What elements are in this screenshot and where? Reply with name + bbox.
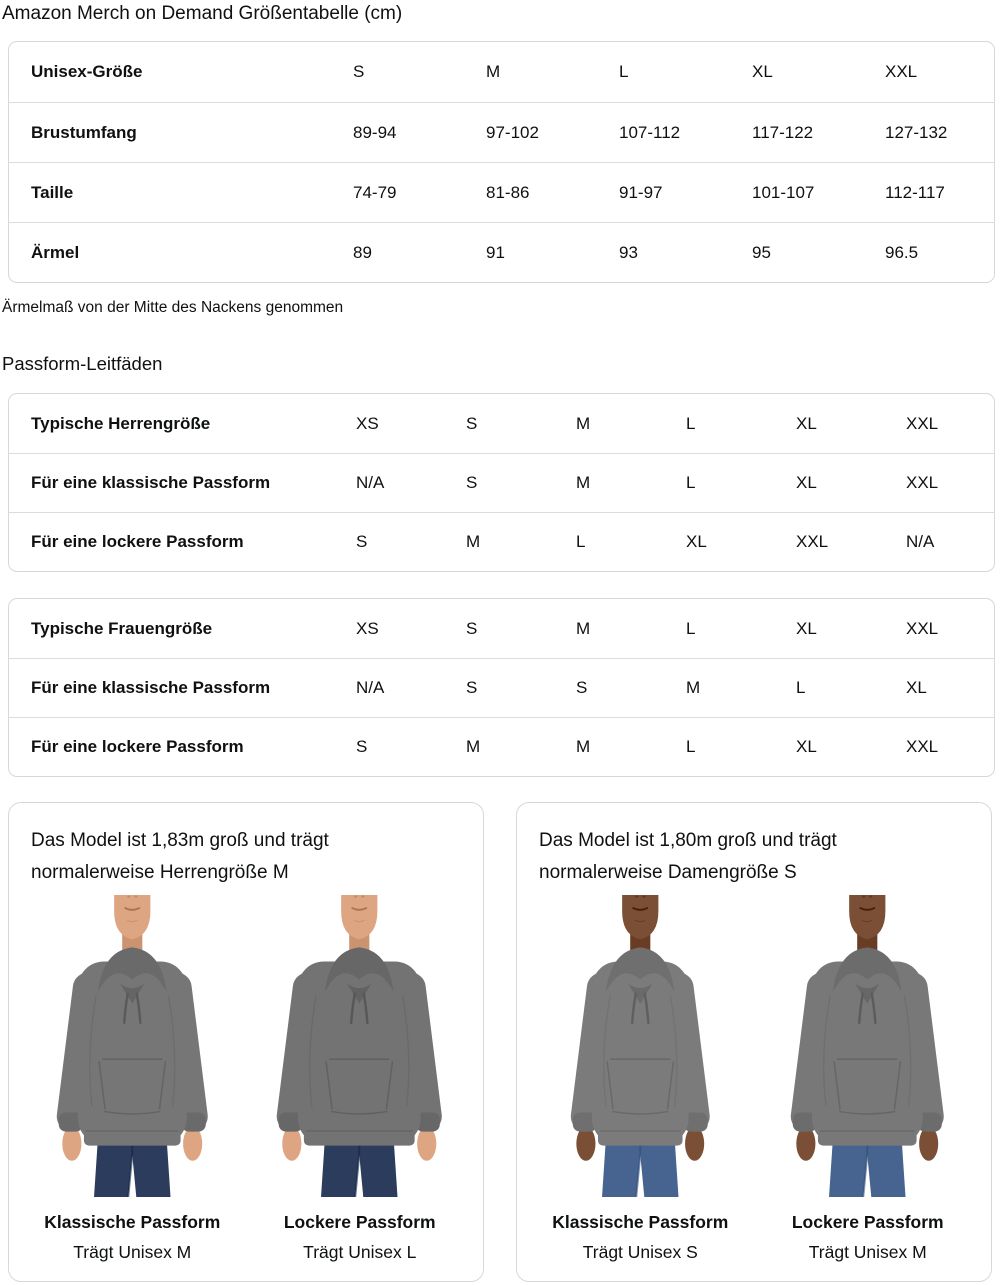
table-cell: 96.5 xyxy=(885,242,919,262)
model-caption xyxy=(23,1209,242,1265)
row-label: Typische Herrengröße xyxy=(31,413,211,433)
card-heading: Das Model ist 1,83m groß und trägt normalerweise Herrengröße M xyxy=(31,830,329,883)
page-title: Amazon Merch on Demand Größentabelle (cm) xyxy=(2,3,403,24)
row-label: Taille xyxy=(31,182,74,202)
table-cell: XS xyxy=(356,413,379,433)
table-cell: S xyxy=(466,618,478,638)
unisex-size-table xyxy=(8,41,995,283)
table-cell: M xyxy=(466,532,481,551)
table-cell: XL xyxy=(796,618,817,638)
model-figures xyxy=(21,895,471,1265)
model-figure xyxy=(531,895,750,1265)
table-cell: XXL xyxy=(906,413,939,433)
table-cell: XL xyxy=(906,678,927,697)
table-cell: N/A xyxy=(356,678,385,697)
table-cell: 81-86 xyxy=(486,182,530,202)
row-label: Für eine klassische Passform xyxy=(31,678,271,697)
table-cell: L xyxy=(686,618,696,638)
table-cell: 91-97 xyxy=(619,182,663,202)
table-cell: XL xyxy=(796,473,817,492)
table-row xyxy=(9,453,994,512)
table-row xyxy=(9,512,994,571)
table-cell: 101-107 xyxy=(752,182,815,202)
model-cards xyxy=(8,802,992,1282)
table-cell: S xyxy=(466,413,478,433)
model-caption xyxy=(758,1209,977,1265)
card-heading: Das Model ist 1,80m groß und trägt normalerweise Damengröße S xyxy=(539,830,837,883)
model-figure xyxy=(250,895,469,1265)
row-label: Typische Frauengröße xyxy=(31,618,213,638)
table-cell: L xyxy=(686,413,696,433)
fit-label: Lockere Passform xyxy=(791,1212,944,1232)
table-cell: XL xyxy=(752,62,773,81)
fit-label: Lockere Passform xyxy=(283,1212,436,1232)
size-label: Trägt Unisex M xyxy=(73,1242,192,1262)
size-label: Trägt Unisex L xyxy=(303,1242,417,1262)
fit-label: Klassische Passform xyxy=(44,1212,221,1232)
row-label: Für eine klassische Passform xyxy=(31,473,271,492)
table-cell: XL xyxy=(686,532,707,551)
table-cell: 93 xyxy=(619,242,638,262)
table-row xyxy=(9,222,994,282)
model-photo xyxy=(250,895,469,1197)
table-cell: M xyxy=(686,678,701,697)
table-cell: XXL xyxy=(885,62,918,81)
size-label: Trägt Unisex M xyxy=(808,1242,927,1262)
model-figure xyxy=(23,895,242,1265)
table-cell: S xyxy=(466,473,478,492)
row-label: Unisex-Größe xyxy=(31,62,143,81)
table-row xyxy=(9,42,994,102)
model-photo xyxy=(758,895,977,1197)
table-row xyxy=(9,599,994,658)
table-cell: S xyxy=(353,62,365,81)
table-cell: M xyxy=(576,413,591,433)
men-model-card xyxy=(8,802,484,1282)
table-row xyxy=(9,658,994,717)
model-figures xyxy=(529,895,979,1265)
table-cell: 74-79 xyxy=(353,182,397,202)
fit-label: Klassische Passform xyxy=(552,1212,729,1232)
table-cell: 127-132 xyxy=(885,122,948,142)
table-cell: XL xyxy=(796,737,817,756)
table-cell: S xyxy=(356,532,368,551)
table-row xyxy=(9,162,994,222)
table-cell: XXL xyxy=(906,618,939,638)
table-cell: 91 xyxy=(486,242,505,262)
table-cell: M xyxy=(576,473,591,492)
table-cell: S xyxy=(576,678,588,697)
table-row xyxy=(9,394,994,453)
table-cell: L xyxy=(619,62,629,81)
model-caption xyxy=(531,1209,750,1265)
model-photo xyxy=(23,895,242,1197)
model-photo xyxy=(531,895,750,1197)
table-cell: L xyxy=(576,532,586,551)
women-fit-table xyxy=(8,598,995,777)
row-label: Ärmel xyxy=(31,242,80,262)
row-label: Brustumfang xyxy=(31,122,137,142)
table-cell: XS xyxy=(356,618,379,638)
table-cell: M xyxy=(576,737,591,756)
men-fit-table xyxy=(8,393,995,572)
women-model-card xyxy=(516,802,992,1282)
fit-guides-heading: Passform-Leitfäden xyxy=(2,353,163,374)
table-cell: L xyxy=(686,737,696,756)
table-cell: 112-117 xyxy=(885,182,945,202)
table-cell: L xyxy=(796,678,806,697)
table-cell: 89-94 xyxy=(353,122,397,142)
table-cell: N/A xyxy=(356,473,385,492)
table-cell: 95 xyxy=(752,242,771,262)
table-row xyxy=(9,102,994,162)
table-cell: XL xyxy=(796,413,817,433)
table-cell: 107-112 xyxy=(619,122,681,142)
table-row xyxy=(9,717,994,776)
table-cell: L xyxy=(686,473,696,492)
table-cell: XXL xyxy=(796,532,829,551)
table-cell: M xyxy=(576,618,591,638)
sleeve-measure-note: Ärmelmaß von der Mitte des Nackens genommen xyxy=(2,299,344,316)
table-cell: N/A xyxy=(906,532,935,551)
table-cell: M xyxy=(486,62,501,81)
table-cell: 117-122 xyxy=(752,122,814,142)
table-cell: XXL xyxy=(906,737,939,756)
row-label: Für eine lockere Passform xyxy=(31,737,244,756)
table-cell: 97-102 xyxy=(486,122,539,142)
table-cell: 89 xyxy=(353,242,372,262)
table-cell: S xyxy=(356,737,368,756)
table-cell: S xyxy=(466,678,478,697)
model-caption xyxy=(250,1209,469,1265)
row-label: Für eine lockere Passform xyxy=(31,532,244,551)
model-figure xyxy=(758,895,977,1265)
table-cell: XXL xyxy=(906,473,939,492)
size-label: Trägt Unisex S xyxy=(582,1242,698,1262)
table-cell: M xyxy=(466,737,481,756)
